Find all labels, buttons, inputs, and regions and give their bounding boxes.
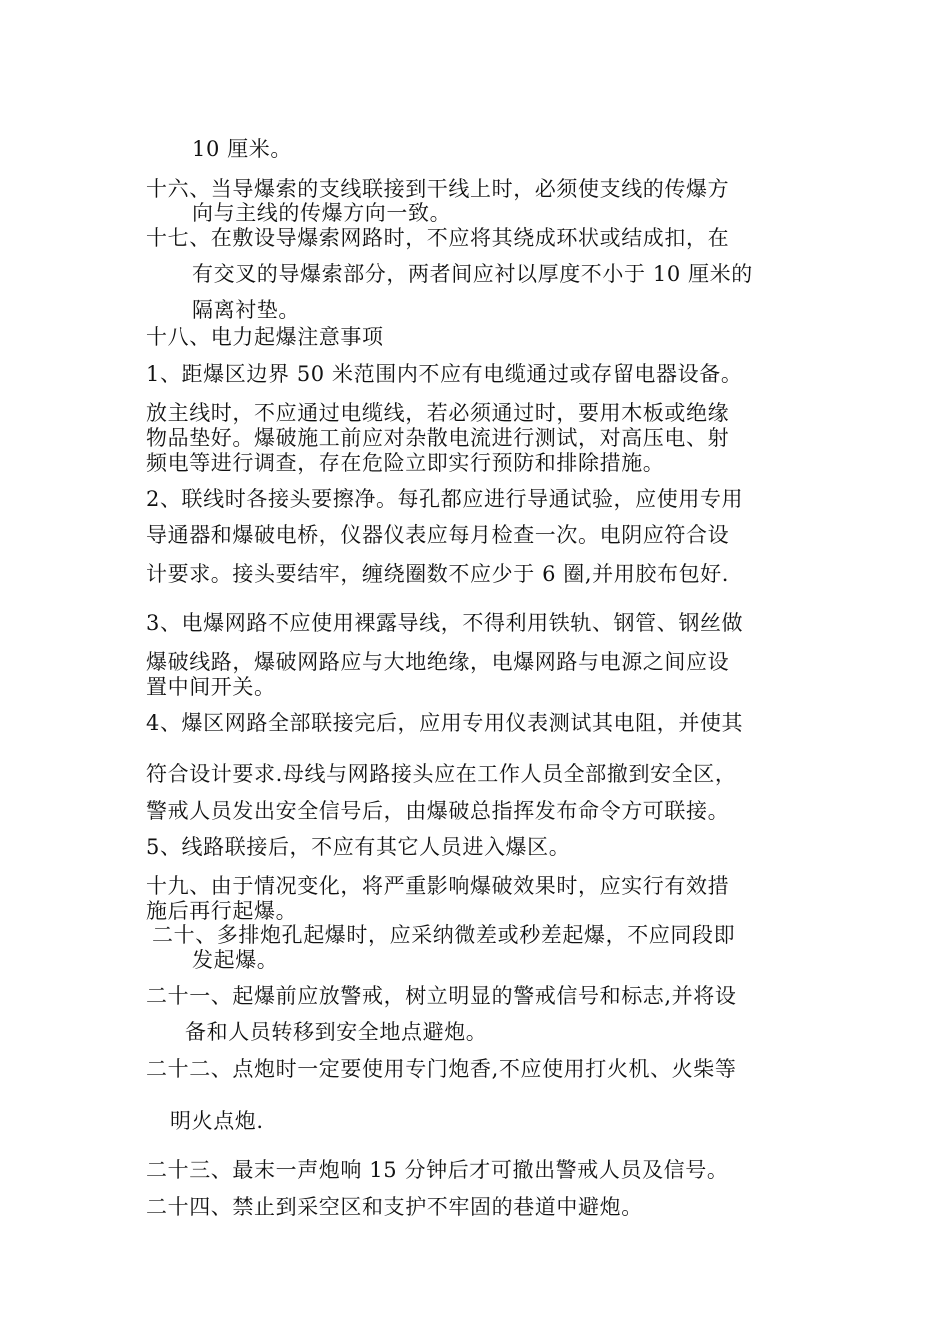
text-line: 二十、多排炮孔起爆时，应采纳微差或秒差起爆，不应同段即 xyxy=(152,923,736,947)
text-line: 十七、在敷设导爆索网路时，不应将其绕成环状或结成扣，在 xyxy=(146,226,730,250)
text-line: 物品垫好。爆破施工前应对杂散电流进行测试，对高压电、射 xyxy=(146,426,730,450)
text-line: 十九、由于情况变化，将严重影响爆破效果时，应实行有效措 xyxy=(146,874,730,898)
text-line: 导通器和爆破电桥，仪器仪表应每月检查一次。电阴应符合设 xyxy=(146,523,730,547)
text-line: 符合设计要求.母线与网路接头应在工作人员全部撤到安全区， xyxy=(146,762,737,786)
text-line: 十六、当导爆索的支线联接到干线上时，必须使支线的传爆方 xyxy=(146,177,730,201)
text-line: 备和人员转移到安全地点避炮。 xyxy=(185,1020,488,1044)
text-line: 施后再行起爆。 xyxy=(146,899,298,923)
text-line: 2、联线时各接头要擦净。每孔都应进行导通试验，应使用专用 xyxy=(146,487,744,511)
text-line: 发起爆。 xyxy=(192,948,279,972)
text-line: 4、爆区网路全部联接完后，应用专用仪表测试其电阻，并使其 xyxy=(146,711,744,735)
text-line: 隔离衬垫。 xyxy=(192,298,300,322)
text-line: 警戒人员发出安全信号后，由爆破总指挥发布命令方可联接。 xyxy=(146,799,730,823)
text-line: 有交叉的导爆索部分，两者间应衬以厚度不小于 10 厘米的 xyxy=(192,262,753,286)
text-line: 置中间开关。 xyxy=(146,675,276,699)
text-line: 向与主线的传爆方向一致。 xyxy=(192,201,452,225)
text-line: 爆破线路，爆破网路应与大地绝缘，电爆网路与电源之间应设 xyxy=(146,650,730,674)
text-line: 3、电爆网路不应使用裸露导线，不得利用铁轨、钢管、钢丝做 xyxy=(146,611,744,635)
text-line: 二十三、最末一声炮响 15 分钟后才可撤出警戒人员及信号。 xyxy=(146,1158,729,1182)
text-line: 5、线路联接后，不应有其它人员进入爆区。 xyxy=(146,835,571,859)
text-line: 二十一、起爆前应放警戒，树立明显的警戒信号和标志,并将设 xyxy=(146,984,737,1008)
text-line: 1、距爆区边界 50 米范围内不应有电缆通过或存留电器设备。 xyxy=(146,362,743,386)
text-line: 十八、电力起爆注意事项 xyxy=(146,325,384,349)
text-line: 放主线时，不应通过电缆线，若必须通过时，要用木板或绝缘 xyxy=(146,401,730,425)
text-line: 明火点炮. xyxy=(170,1109,264,1133)
text-line: 二十二、点炮时一定要使用专门炮香,不应使用打火机、火柴等 xyxy=(146,1057,737,1081)
text-line: 二十四、禁止到采空区和支护不牢固的巷道中避炮。 xyxy=(146,1195,643,1219)
text-line: 计要求。接头要结牢，缠绕圈数不应少于 6 圈,并用胶布包好. xyxy=(146,562,730,586)
text-line: 频电等进行调查，存在危险立即实行预防和排除措施。 xyxy=(146,451,665,475)
text-line: 10 厘米。 xyxy=(192,137,292,161)
